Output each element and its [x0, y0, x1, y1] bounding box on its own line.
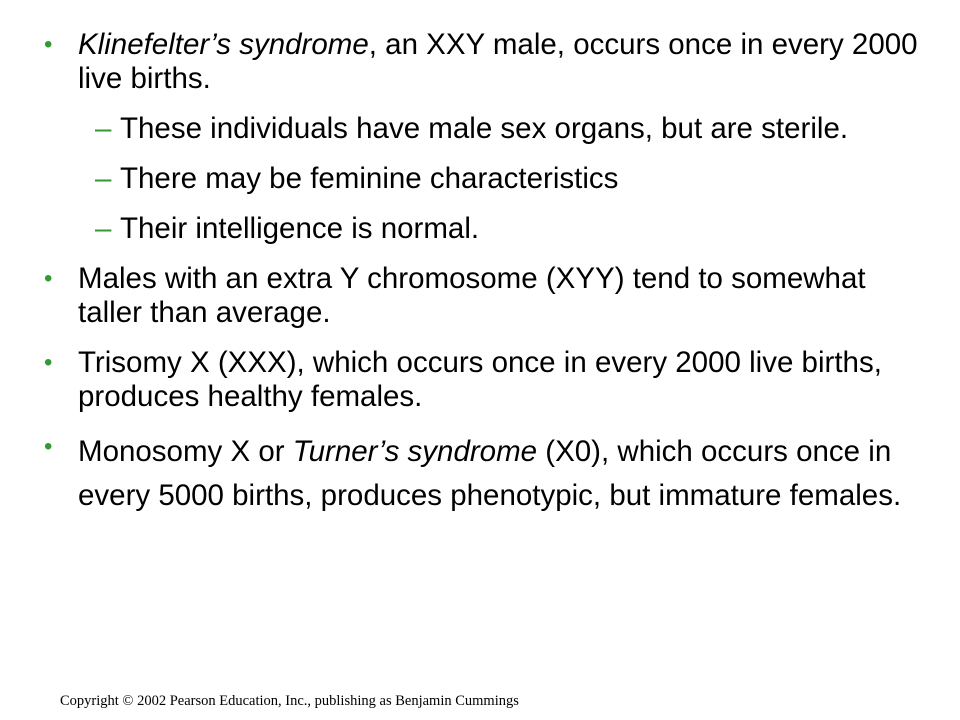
bullet-text: , an XXY male, occurs once in every 2000 live births. [78, 28, 918, 95]
dash-marker: – [95, 212, 112, 245]
sub-bullet-feminine [0, 162, 960, 196]
bullet-marker: • [44, 433, 53, 460]
sub-bullet-text: Their intelligence is normal. [120, 212, 480, 245]
copyright-footer: Copyright © 2002 Pearson Education, Inc., publishing as Benjamin Cummings [60, 693, 519, 709]
bullet-text: Males with an extra Y chromosome (XYY) tend to somewhat taller than average. [78, 262, 866, 329]
bullet-list [0, 28, 960, 534]
sub-bullet-text: These individuals have male sex organs, but are sterile. [120, 112, 849, 145]
sub-bullet-sterile [0, 112, 960, 146]
bullet-text-suffix: (X0), which occurs once in every 5000 births, produces phenotypic, but immature females. [78, 435, 902, 512]
bullet-text: Trisomy X (XXX), which occurs once in every 2000 live births, produces healthy females. [78, 346, 882, 413]
dash-marker: – [95, 112, 112, 145]
bullet-marker: • [44, 31, 53, 58]
sub-bullet-text: There may be feminine characteristics [120, 162, 619, 195]
bullet-trisomy-x [0, 346, 960, 414]
bullet-xyy [0, 262, 960, 330]
bullet-monosomy-x [0, 430, 960, 518]
term-klinefelter: Klinefelter’s syndrome [78, 28, 369, 61]
term-turner: Turner’s syndrome [292, 435, 538, 468]
bullet-klinefelter [0, 28, 960, 96]
sub-bullet-intelligence [0, 212, 960, 246]
dash-marker: – [95, 162, 112, 195]
bullet-marker: • [44, 349, 53, 376]
bullet-text-prefix: Monosomy X or [78, 435, 293, 468]
bullet-marker: • [44, 265, 53, 292]
